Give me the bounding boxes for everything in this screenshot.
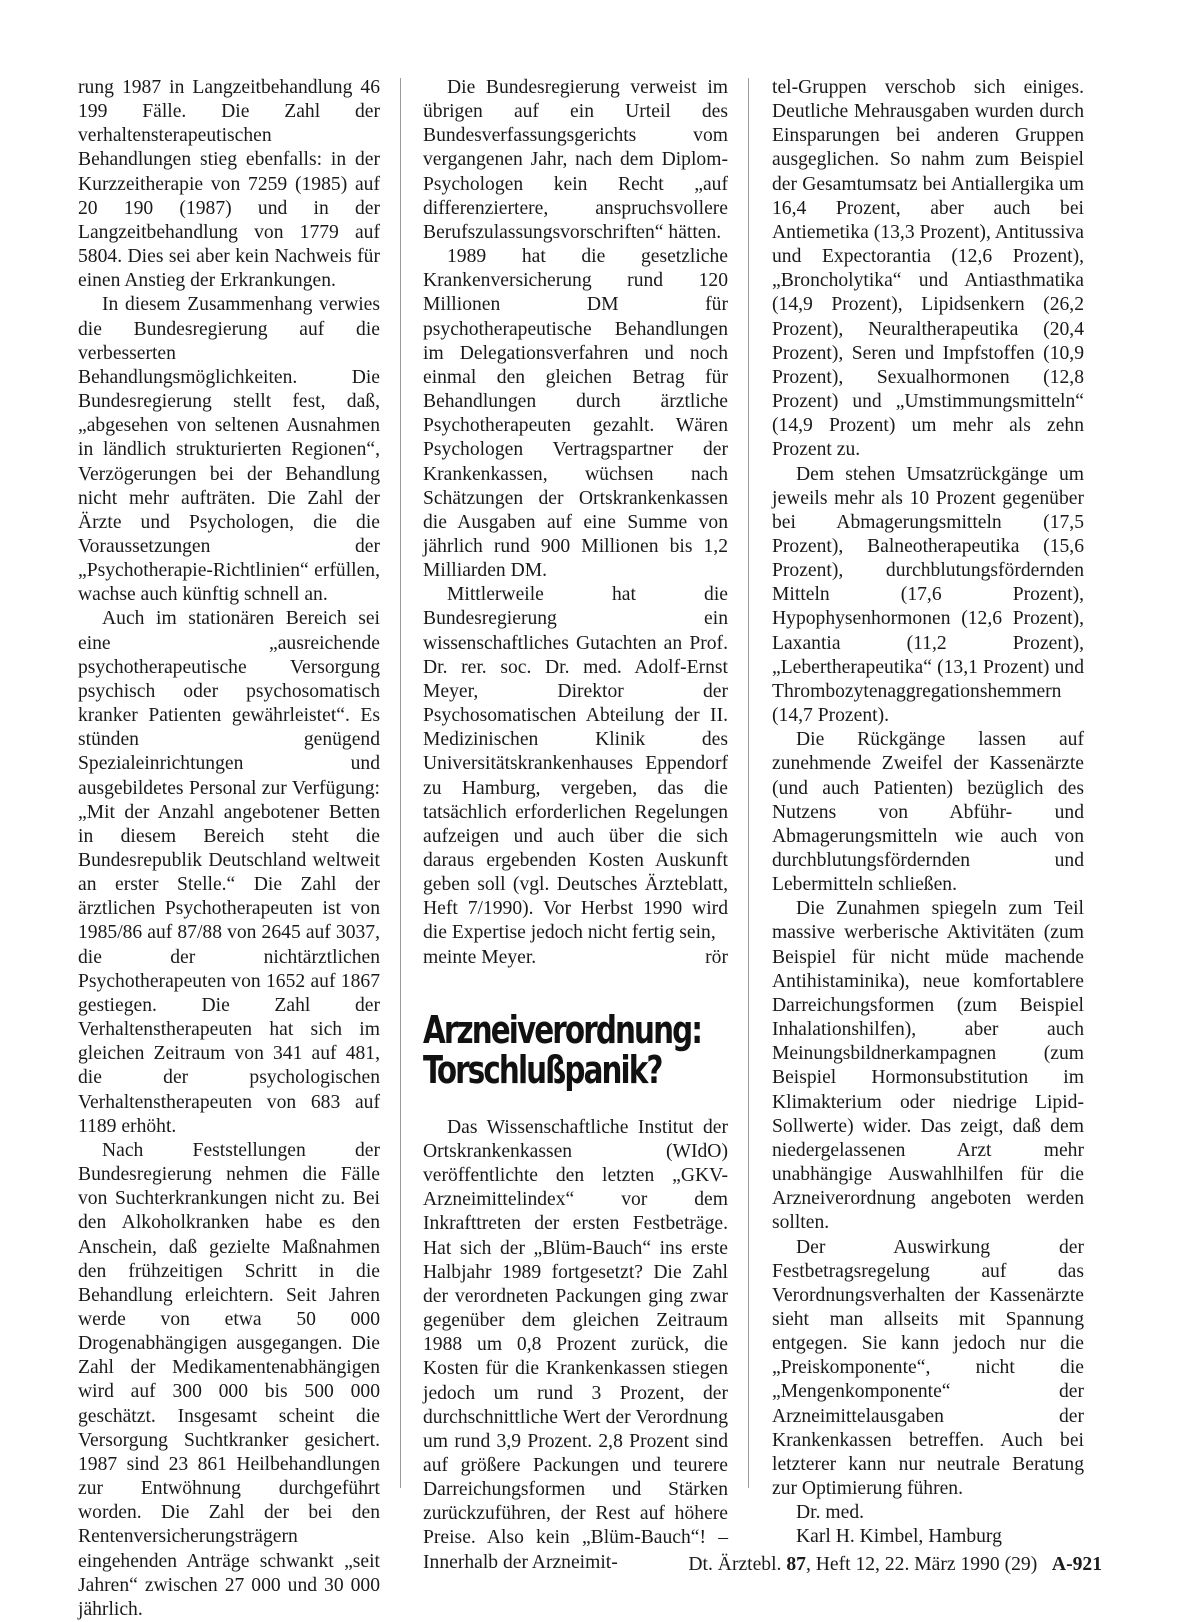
page-footer — [640, 1553, 1102, 1577]
paragraph-end: meinte Meyer. — [423, 946, 537, 968]
paragraph: Der Auswirkung der Festbetragsregelung auf das Verordnungsverhalten der Kassenärzte sieht man allseits mit Spannung entgegen. Sie kann jedoch nur die „Preiskomponente“, nicht die „Mengenkomponente“ der Arzneimittelausgaben der Krankenkassen betreffen. Auch bei letzterer kann nur neutrale Beratung zur Optimierung führen. — [772, 1236, 1084, 1500]
article-signoff — [423, 946, 728, 970]
text-column-3 — [772, 76, 1084, 1550]
issue-info: , Heft 12, 22. März 1990 (29) — [805, 1554, 1038, 1575]
paragraph: Mittlerweile hat die Bundesregierung ein wissenschaftliches Gutachten an Prof. Dr. rer. soc. Dr. med. Adolf-Ernst Meyer, Direktor der Psychosomatischen Abteilung der II. Medizinischen Klinik des Universitätskrankenhauses Eppendorf zu Hamburg, vergeben, das die tatsächlich erforderlichen Regelungen aufzeigen und auch über die sich daraus ergebenden Kosten Auskunft geben soll (vgl. Deutsches Ärzteblatt, Heft 7/1990). Vor Herbst 1990 wird die Expertise jedoch nicht fertig sein, — [423, 584, 728, 944]
paragraph: tel-Gruppen verschob sich einiges. Deutliche Mehrausgaben wurden durch Einsparungen bei anderen Gruppen ausgeglichen. So nahm zum Beispiel der Gesamtumsatz bei Antiallergika um 16,4 Prozent, aber auch bei Antiemetika (13,3 Prozent), Antitussiva und Expectorantia (12,6 Prozent), „Broncholytika“ und Antiasthmatika (14,9 Prozent), Lipidsenkern (26,2 Prozent), Neuraltherapeutika (20,4 Prozent), Seren und Impfstoffen (10,9 Prozent), Sexualhormonen (12,8 Prozent) und „Umstimmungsmitteln“ (14,9 Prozent) um mehr als zehn Prozent zu. — [772, 77, 1084, 461]
paragraph: Auch im stationären Bereich sei eine „ausreichende psychotherapeutische Versorgung psychisch oder psychosomatisch kranker Patienten gewährleistet“. Es stünden genügend Spezialeinrichtungen und ausgebildetes Personal zur Verfügung: „Mit der Anzahl angebotener Betten in diesem Bereich steht die Bundesrepublik Deutschland weltweit an erster Stelle.“ Die Zahl der ärztlichen Psychotherapeuten ist von 1985/86 auf 87/88 von 2645 auf 3037, die der nichtärztlichen Psychotherapeuten von 1652 auf 1867 gestiegen. Die Zahl der Verhaltenstherapeuten hat sich im gleichen Zeitraum von 341 auf 481, die der psychologischen Verhaltenstherapeuten von 683 auf 1189 erhöht. — [78, 608, 380, 1137]
signature-title: Dr. med. — [796, 1502, 865, 1524]
paragraph: In diesem Zusammenhang verwies die Bundesregierung auf die verbesserten Behandlungsmöglichkeiten. Die Bundesregierung stellt fest, daß, „abgesehen von seltenen Ausnahmen in ländlich strukturierten Regionen“, Verzögerungen bei der Behandlung nicht mehr aufträten. Die Zahl der Ärzte und Psychologen, die die Voraussetzungen der „Psychotherapie-Richtlinien“ erfüllen, wachse auch künftig schnell an. — [78, 294, 380, 606]
paragraph: Die Bundesregierung verweist im übrigen auf ein Urteil des Bundesverfassungsgerichts vom vergangenen Jahr, nach dem Diplom-Psychologen kein Recht „auf differenziertere, anspruchsvollere Berufszulassungsvorschriften“ hätten. — [423, 77, 728, 243]
paragraph: Dem stehen Umsatzrückgänge um jeweils mehr als 10 Prozent gegenüber bei Abmagerungsmitteln (17,5 Prozent), Balneotherapeutika (15,6 Prozent), durchblutungsfördernden Mitteln (17,6 Prozent), Hypophysenhormonen (12,6 Prozent), Laxantia (11,2 Prozent), „Lebertherapeutika“ (13,1 Prozent) und Thrombozytenaggregationshemmern (14,7 Prozent). — [772, 463, 1084, 727]
heading-line: Arzneiverordnung: — [423, 1007, 702, 1052]
paragraph: Das Wissenschaftliche Institut der Ortskrankenkassen (WIdO) veröffentlichte den letzten „GKV-Arzneimittelindex“ vor dem Inkrafttreten der ersten Festbeträge. Hat sich der „Blüm-Bauch“ ins erste Halbjahr 1989 fortgesetzt? Die Zahl der verordneten Packungen ging zwar gegenüber dem gleichen Zeitraum 1988 um 0,8 Prozent zurück, die Kosten für die Krankenkassen stiegen jedoch um rund 3 Prozent, der durchschnittliche Wert der Verordnung um rund 3,9 Prozent. 2,8 Prozent sind auf größere Packungen und teurere Darreichungsformen und Stärken zurückzuführen, der Rest auf höhere Preise. Also kein „Blüm-Bauch“! – Innerhalb der Arzneimit- — [423, 1116, 728, 1573]
column-rule — [748, 78, 749, 1488]
paragraph: Die Rückgänge lassen auf zunehmende Zweifel der Kassenärzte (und auch Patienten) bezüglich des Nutzens von Abführ- und Abmagerungsmitteln wie auch von durchblutungsfördernden und Lebermitteln schließen. — [772, 729, 1084, 896]
text-column-2 — [423, 76, 728, 1575]
signature-name: Karl H. Kimbel, Hamburg — [796, 1526, 1002, 1548]
article-heading — [423, 1007, 733, 1092]
paragraph: rung 1987 in Langzeitbehandlung 46 199 Fälle. Die Zahl der verhaltensterapeutischen Behandlungen stieg ebenfalls: in der Kurzzeitherapie von 7259 (1985) auf 20 190 (1987) und in der Langzeitbehandlung von 1779 auf 5804. Dies sei aber kein Nachweis für einen Anstieg der Erkrankungen. — [78, 77, 380, 292]
page-number: A-921 — [1051, 1554, 1102, 1575]
journal-volume: 87 — [786, 1554, 806, 1575]
paragraph: Die Zunahmen spiegeln zum Teil massive werberische Aktivitäten (zum Beispiel für nicht müde machende Antihistaminika), neue komfortablere Darreichungsformen (zum Beispiel Inhalationshilfen), aber auch Meinungsbildnerkampagnen (zum Beispiel Hormonsubstitution im Klimakterium oder niedrige Lipid-Sollwerte) wider. Das zeigt, daß dem niedergelassenen Arzt mehr unabhängige Auswahlhilfen für die Arzneiverordnung angeboten werden sollten. — [772, 898, 1084, 1234]
paragraph: 1989 hat die gesetzliche Krankenversicherung rund 120 Millionen DM für psychotherapeutische Behandlungen im Delegationsverfahren und noch einmal den gleichen Betrag für Behandlungen durch ärztliche Psychotherapeuten gezahlt. Wären Psychologen Vertragspartner der Krankenkassen, wüchsen nach Schätzungen der Ortskrankenkassen die Ausgaben auf eine Summe von jährlich rund 900 Millionen bis 1,2 Milliarden DM. — [423, 246, 728, 582]
journal-name: Dt. Ärztebl. — [688, 1554, 782, 1575]
column-rule — [400, 78, 401, 1488]
paragraph: Nach Feststellungen der Bundesregierung nehmen die Fälle von Suchterkrankungen nicht zu. Bei den Alkoholkranken habe es den Anschein, daß gezielte Maßnahmen den frühzeitigen Schritt in die Behandlung erleichtern. Seit Jahren werde von etwa 50 000 Drogenabhängigen ausgegangen. Die Zahl der Medikamentenabhängigen wird auf 300 000 bis 500 000 geschätzt. Insgesamt scheint die Versorgung Suchtkranker gesichert. 1987 sind 23 861 Heilbehandlungen zur Entwöhnung durchgeführt worden. Die Zahl der bei den Rentenversicherungsträgern eingehenden Anträge schwankt „seit Jahren“ zwischen 27 000 und 30 000 jährlich. — [78, 1139, 380, 1620]
author-initials: rör — [705, 946, 728, 968]
heading-line: Torschlußpanik? — [423, 1047, 662, 1092]
text-column-1 — [78, 76, 380, 1622]
